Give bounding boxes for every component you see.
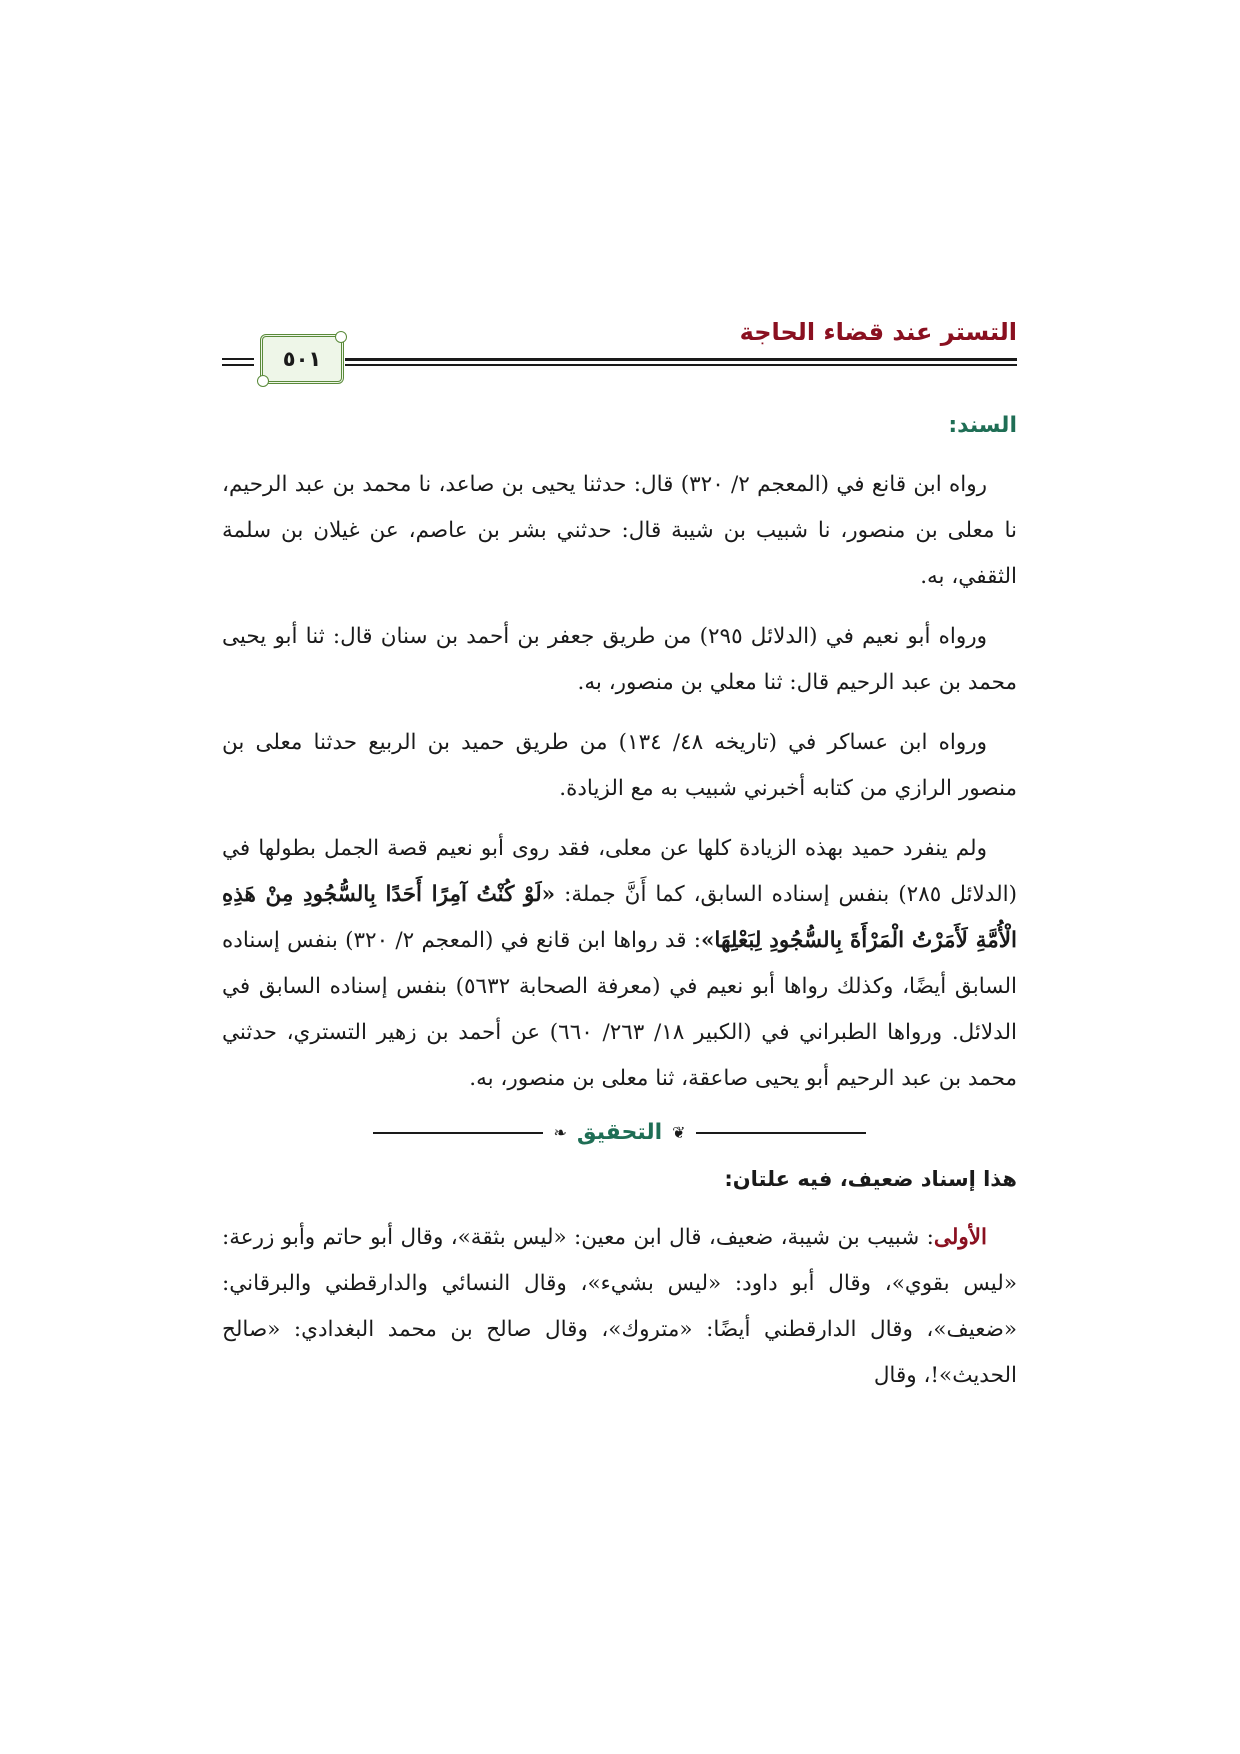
ruling-heading: هذا إسناد ضعيف، فيه علتان:: [724, 1167, 1017, 1191]
header-rule-left-2: [222, 364, 254, 366]
first-issue-lead: الأولى: [933, 1225, 987, 1250]
paragraph-4: [222, 826, 1017, 1102]
first-issue-text: : شبيب بن شيبة، ضعيف، قال ابن معين: «ليس بثقة»، وقال أبو حاتم وأبو زرعة: «ليس بقوي»، وقال أبو داود: «ليس بشيء»، وقال النسائي والدارقطني والبرقاني: «ضعيف»، وقال الدارقطني أيضًا: «متروك»، وقال صالح بن محمد البغدادي: «صالح الحديث»!، وقال: [222, 1225, 1017, 1388]
paragraph-4-rest: : قد رواها ابن قانع في (المعجم ٢/ ٣٢٠) بنفس إسناده السابق أيضًا، وكذلك رواها أبو نعيم في (معرفة الصحابة ٥٦٣٢) بنفس إسناده السابق في الدلائل. ورواها الطبراني في (الكبير ١٨/ ٢٦٣/ ٦٦٠) عن أحمد بن زهير التستري، حدثني محمد بن عبد الرحيم أبو يحيى صاعقة، ثنا معلى بن منصور، به.: [222, 928, 1018, 1091]
running-title: التستر عند قضاء الحاجة: [739, 318, 1017, 346]
paragraph-3: ورواه ابن عساكر في (تاريخه ٤٨/ ١٣٤) من طريق حميد بن الربيع حدثنا معلى بن منصور الرازي من كتابه أخبرني شبيب به مع الزيادة.: [222, 730, 1017, 801]
first-issue-paragraph: [222, 1215, 1017, 1399]
page-number-badge: [260, 334, 344, 384]
divider-title: التحقيق: [576, 1120, 663, 1145]
page-body: [222, 405, 1017, 1413]
section-label-sanad: السند:: [948, 413, 1017, 438]
ornament-icon: ❧: [553, 1123, 567, 1142]
hadith-quote: «لَوْ كُنْتُ آمِرًا أَحَدًا بِالسُّجُودِ مِنْ هَذِهِ الْأُمَّةِ لَأَمَرْتُ الْمَرْأَةَ بِالسُّجُودِ لِبَعْلِهَا»: [222, 882, 1018, 953]
divider-line-right: [696, 1132, 866, 1134]
page-number: ٥٠١: [282, 347, 322, 371]
section-divider: [222, 1120, 1017, 1145]
paragraph-4-intro: ولم ينفرد حميد بهذه الزيادة كلها عن معلى، فقد روى أبو نعيم قصة الجمل بطولها في (الدلائل ٢٨٥) بنفس إسناده السابق، كما أَنَّ جملة:: [222, 836, 1017, 907]
header-rule-thick: [345, 358, 1017, 361]
paragraph-2: ورواه أبو نعيم في (الدلائل ٢٩٥) من طريق جعفر بن أحمد بن سنان قال: ثنا أبو يحيى محمد بن عبد الرحيم قال: ثنا معلي بن منصور، به.: [222, 624, 1017, 695]
paragraph-1: رواه ابن قانع في (المعجم ٢/ ٣٢٠) قال: حدثنا يحيى بن صاعد، نا محمد بن عبد الرحيم، نا معلى بن منصور، نا شبيب بن شيبة قال: حدثني بشر بن عاصم، عن غيلان بن سلمة الثقفي، به.: [222, 472, 1017, 589]
page-header: [222, 318, 1017, 390]
header-rule-left: [222, 358, 254, 360]
divider-line-left: [373, 1132, 543, 1134]
ornament-icon: ❦: [672, 1123, 686, 1142]
header-rule-thin: [345, 364, 1017, 366]
